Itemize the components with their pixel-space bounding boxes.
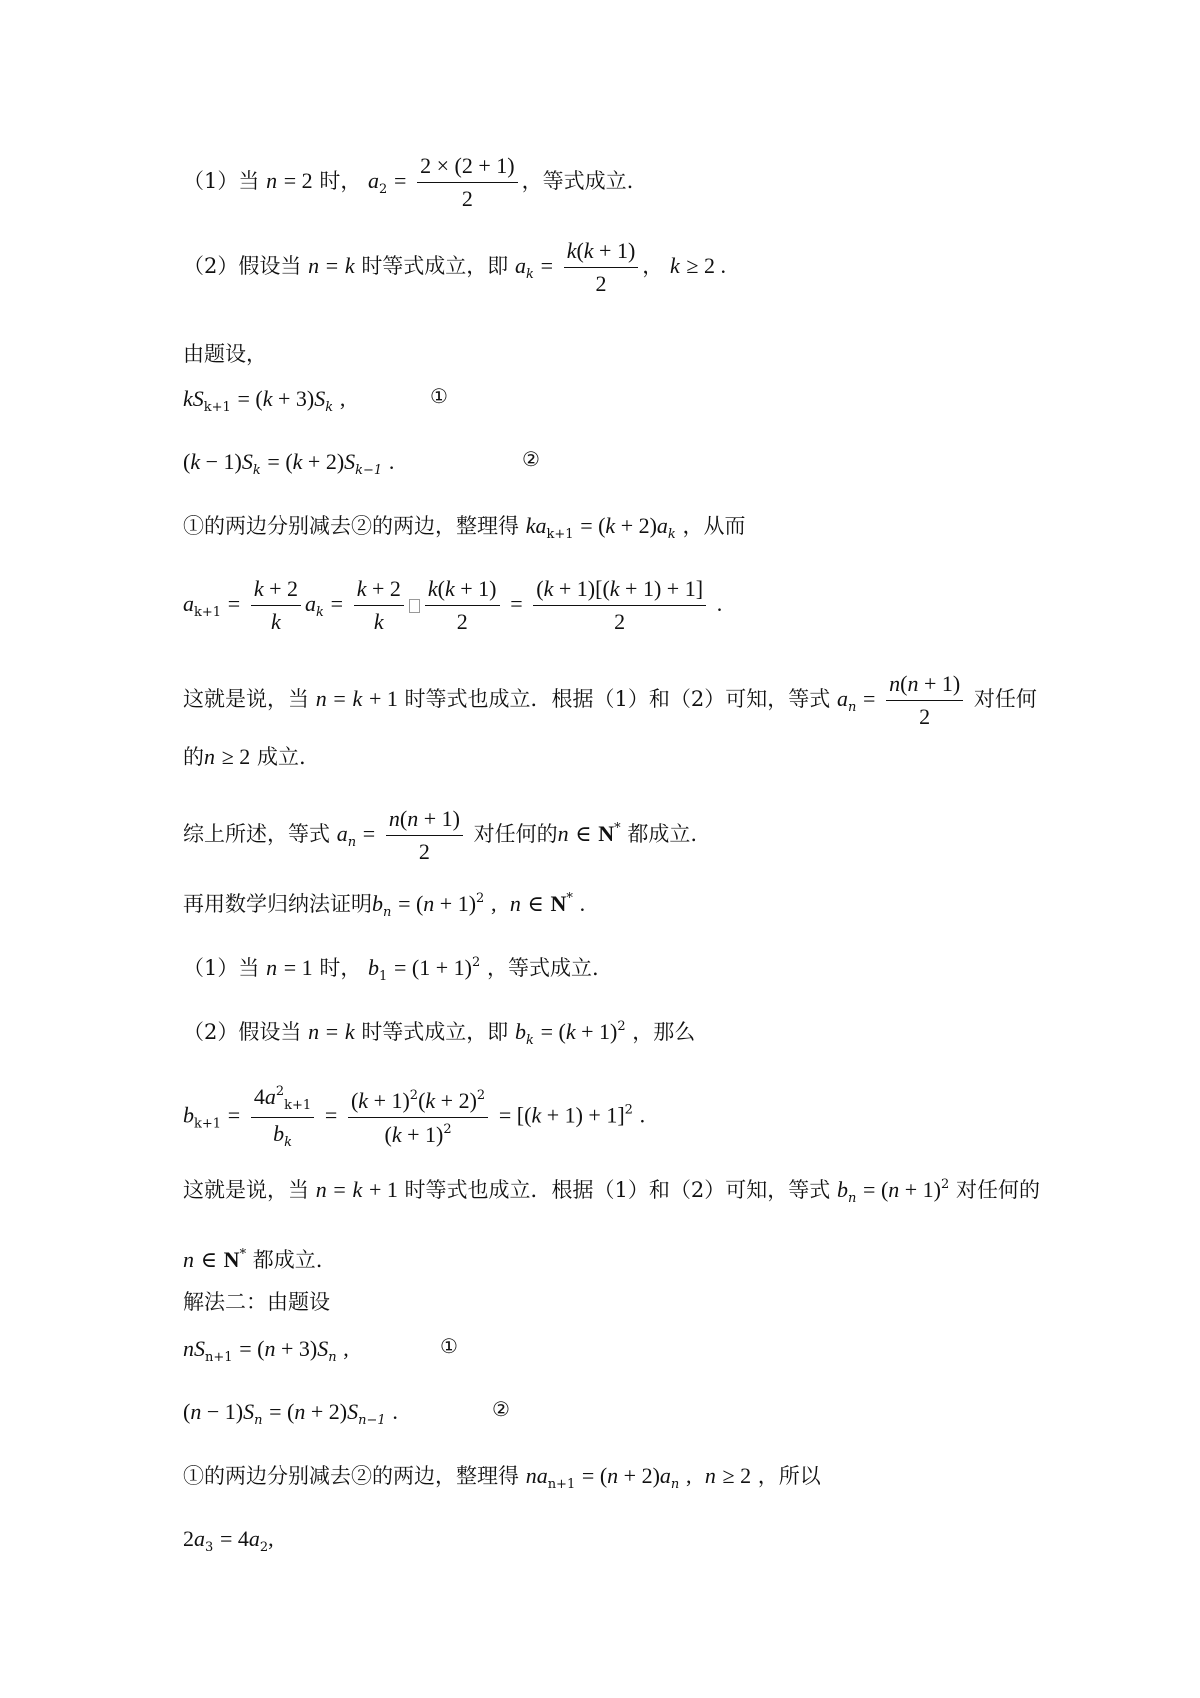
- line-5: $(k - 1)S_k = (k + 2)S_{k-1}$ .: [183, 449, 395, 478]
- line-6: ①的两边分别减去②的两边，整理得 $ka_{k+1} = (k + 2)a_k$ ，从而: [183, 513, 746, 542]
- line-17: 解法二：由题设: [183, 1290, 330, 1314]
- line-4: $kS_{k+1} = (k + 3)S_k$ ,: [183, 386, 346, 415]
- line-7: $a_{k+1}$ = $\frac{k + 2}{k}$ $a_k$ = $\frac{k + 2}{k}$ $\frac{k(k + 1)}{2}$ = $\frac{(k + 1)[(k + 1) + 1]}{2}$ .: [183, 576, 723, 634]
- line-9: 的n ≥ 2 成立.: [183, 744, 306, 769]
- line-19: $(n - 1)S_n = (n + 2)S_{n-1}$ .: [183, 1399, 398, 1428]
- line-14: $b_{k+1}$ = $\frac{4a^2_{k+1}}{b_k}$ = $\frac{(k + 1)^2(k + 2)^2}{(k + 1)^2}$ = $[(k + 1) + 1]^2$ .: [183, 1084, 646, 1150]
- line-20: ①的两边分别减去②的两边，整理得 $na_{n+1} = (n + 2)a_n$ , n ≥ 2 ，所以: [183, 1463, 821, 1492]
- fraction: $\frac{2 \times (2 + 1)}{2}$: [417, 155, 517, 210]
- line-8: 这就是说，当 n = k + 1 时等式也成立．根据（1）和（2）可知，等式 $a_n$ = $\frac{n(n + 1)}{2}$ 对任何: [183, 671, 1037, 729]
- line-11: 再用数学归纳法证明$b_n = (n + 1)^2$ , n ∈ N* .: [183, 891, 586, 920]
- line-15: 这就是说，当 n = k + 1 时等式也成立．根据（1）和（2）可知，等式 $b_n = (n + 1)^2$ 对任何的: [183, 1177, 1040, 1206]
- marker-2: ②: [522, 447, 540, 471]
- line-2: （2）假设当 n = k 时等式成立，即 $a_k$ = $\frac{k(k + 1)}{2}$ ， k ≥ 2 .: [183, 238, 726, 296]
- line-3: 由题设，: [183, 342, 267, 366]
- line-13: （2）假设当 n = k 时等式成立，即 $b_k = (k + 1)^2$ ，那么: [183, 1019, 696, 1048]
- fraction: $\frac{k(k + 1)}{2}$: [564, 240, 639, 295]
- line-18: $nS_{n+1} = (n + 3)S_n$ ,: [183, 1336, 349, 1365]
- line-12: （1）当 n = 1 时， $b_1 = (1 + 1)^2$ ，等式成立.: [183, 955, 599, 984]
- line-10: 综上所述，等式 $a_n$ = $\frac{n(n + 1)}{2}$ 对任何的n ∈ N* 都成立.: [183, 806, 698, 864]
- marker-1b: ①: [440, 1334, 458, 1358]
- marker-2b: ②: [492, 1397, 510, 1421]
- line-1: （1）当 n = 2 时， $a_2$ = $\frac{2 \times (2 + 1)}{2}$ ，等式成立.: [183, 153, 634, 211]
- line-16: n ∈ N* 都成立.: [183, 1247, 323, 1272]
- marker-1: ①: [430, 384, 448, 408]
- line-21: $2a_3 = 4a_2$,: [183, 1526, 274, 1555]
- placeholder-box: [409, 599, 420, 613]
